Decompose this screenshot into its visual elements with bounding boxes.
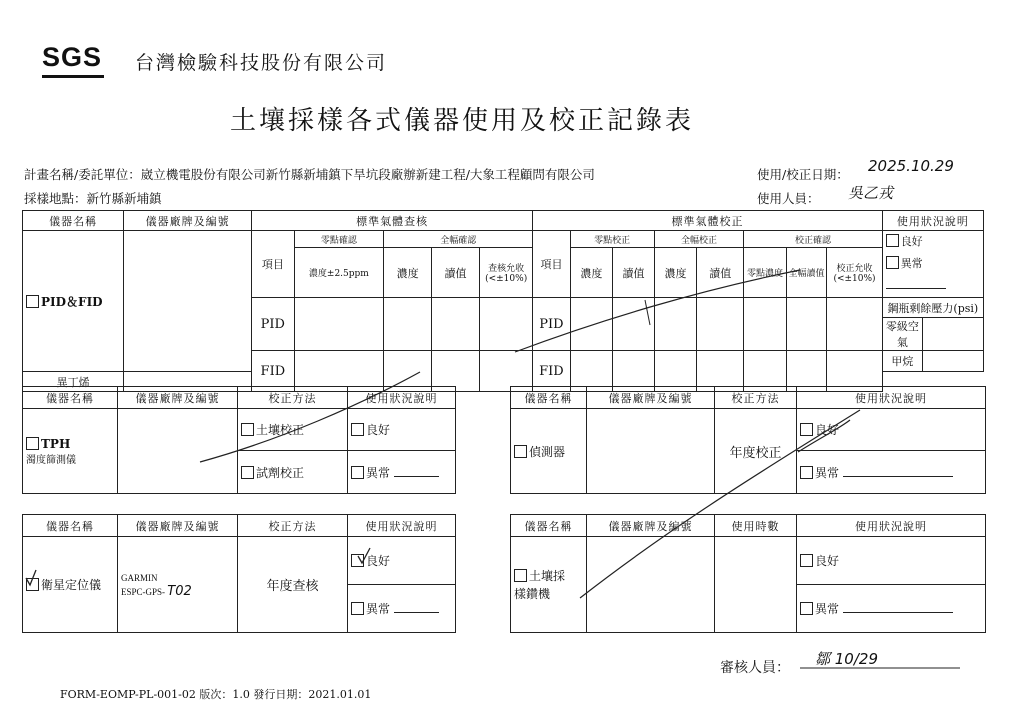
reviewer-label: 審核人員：: [720, 660, 790, 676]
date-value: 2025.10.29: [868, 157, 954, 175]
zc-reading-header: 讀值: [613, 248, 655, 298]
check-section: 標準氣體查核: [252, 211, 533, 231]
user-signature: 吳乙戎: [848, 184, 894, 202]
calib-check-header: 校正確認: [744, 231, 882, 248]
check-conc-header: 濃度: [384, 248, 432, 298]
calib-tolerance-range: (<±10%): [833, 274, 876, 285]
calib-item-header: 項目: [533, 231, 570, 298]
tph-col-brand: 儀器廠牌及編號: [118, 387, 238, 409]
page-title: 土壤採樣各式儀器使用及校正記錄表: [230, 106, 695, 136]
gps-name: 衛星定位儀: [41, 578, 102, 592]
pid-status-abnormal: 異常: [900, 257, 923, 270]
drill-status-good: 良好: [815, 554, 840, 568]
gps-method: 年度查核: [238, 537, 348, 633]
zero-conc-header: 零點濃度: [744, 248, 787, 298]
det-method: 年度校正: [715, 409, 797, 494]
pid-tick-mark: [645, 300, 650, 325]
full-reading-header: 全幅讀值: [786, 248, 826, 298]
drill-col-status: 使用狀況說明: [797, 515, 986, 537]
gas-zero-label: 零級空氣: [882, 318, 922, 351]
det-status-abnormal: 異常: [815, 465, 840, 480]
tph-col-instrument: 儀器名稱: [23, 387, 118, 409]
det-name: 偵測器: [529, 444, 566, 459]
drill-col-hours: 使用時數: [715, 515, 797, 537]
zero-check-header: 零點確認: [294, 231, 383, 248]
user-label: 使用人員：: [757, 191, 820, 206]
company-name: 台灣檢驗科技股份有限公司: [135, 52, 388, 74]
pid-strike-line: [515, 270, 800, 352]
tph-method-reagent: 試劑校正: [256, 465, 305, 480]
gps-check-mark: [26, 570, 36, 585]
sgs-logo: SGS: [42, 42, 103, 72]
check-reading-header: 讀值: [432, 248, 480, 298]
gps-col-brand: 儀器廠牌及編號: [118, 515, 238, 537]
check-row-fid: FID: [252, 351, 295, 392]
drill-status-abnormal: 異常: [815, 602, 840, 616]
det-status-good: 良好: [815, 423, 840, 437]
drill-strike-line: [580, 410, 860, 598]
tph-method-soil: 土壤校正: [256, 423, 305, 437]
date-label: 使用/校正日期：: [757, 167, 849, 182]
zc-conc-header: 濃度: [570, 248, 613, 298]
gps-brand-hand: T02: [167, 583, 192, 599]
calib-row-pid: PID: [533, 298, 570, 351]
det-col-instrument: 儀器名稱: [511, 387, 587, 409]
gps-status-abnormal: 異常: [366, 602, 391, 616]
conc-25-header: 濃度±2.5ppm: [294, 248, 383, 298]
det-col-brand: 儀器廠牌及編號: [587, 387, 715, 409]
drill-name-2: 樣鑽機: [514, 586, 551, 601]
status-section: 使用狀況說明: [882, 211, 983, 231]
drill-col-brand: 儀器廠牌及編號: [587, 515, 715, 537]
tph-name: TPH: [41, 436, 71, 451]
gps-col-status: 使用狀況說明: [348, 515, 456, 537]
calib-tolerance-label: 校正允收: [836, 264, 873, 275]
det-col-method: 校正方法: [715, 387, 797, 409]
tph-status-abnormal: 異常: [366, 465, 391, 480]
calib-row-fid: FID: [533, 351, 570, 392]
tph-status-good: 良好: [366, 423, 391, 437]
fc-conc-header: 濃度: [654, 248, 697, 298]
calib-section: 標準氣體校正: [533, 211, 882, 231]
full-check-header: 全幅確認: [384, 231, 533, 248]
pid-instrument-name: PID＆FID: [41, 294, 103, 309]
tph-col-status: 使用狀況說明: [348, 387, 456, 409]
gps-brand-line2: ESPC-GPS-: [121, 586, 166, 597]
drill-col-instrument: 儀器名稱: [511, 515, 587, 537]
gps-col-instrument: 儀器名稱: [23, 515, 118, 537]
reviewer-signature: 鄒 10/29: [815, 650, 878, 668]
col-brand: 儀器廠牌及編號: [124, 211, 252, 231]
gps-status-good: 良好: [366, 554, 391, 568]
drill-name-1: 土壤採: [529, 568, 566, 583]
gas-isobutylene-label: 異丁烯: [23, 372, 124, 392]
gas-methane-label: 甲烷: [882, 351, 922, 372]
cylinder-pressure-label: 鋼瓶剩餘壓力(psi): [882, 298, 983, 318]
form-footer: FORM-EOMP-PL-001-02 版次：1.0 發行日期：2021.01.01: [60, 688, 372, 701]
gps-good-check-mark: [358, 548, 370, 563]
tph-col-method: 校正方法: [238, 387, 348, 409]
zero-calib-header: 零點校正: [570, 231, 654, 248]
fc-reading-header: 讀值: [697, 248, 744, 298]
gps-brand-line1: GARMIN: [121, 572, 158, 583]
full-calib-header: 全幅校正: [654, 231, 743, 248]
project-label: 計畫名稱/委託單位：崴立機電股份有限公司新竹縣新埔鎮下旱坑段廠辦新建工程/大象工程顧問有限公司: [24, 167, 595, 182]
check-row-pid: PID: [252, 298, 295, 351]
tph-strike-line: [200, 372, 420, 462]
check-item-header: 項目: [252, 231, 295, 298]
det-col-status: 使用狀況說明: [797, 387, 986, 409]
pid-status-good: 良好: [900, 235, 923, 248]
check-tolerance-range: (<±10%): [485, 274, 528, 285]
col-instrument: 儀器名稱: [23, 211, 124, 231]
check-tolerance-label: 查核允收: [488, 264, 525, 275]
det-strike-line: [798, 420, 850, 452]
gps-col-method: 校正方法: [238, 515, 348, 537]
site-label: 採樣地點：新竹縣新埔鎮: [24, 191, 162, 206]
tph-sub: 濁度篩測儀: [26, 454, 76, 466]
